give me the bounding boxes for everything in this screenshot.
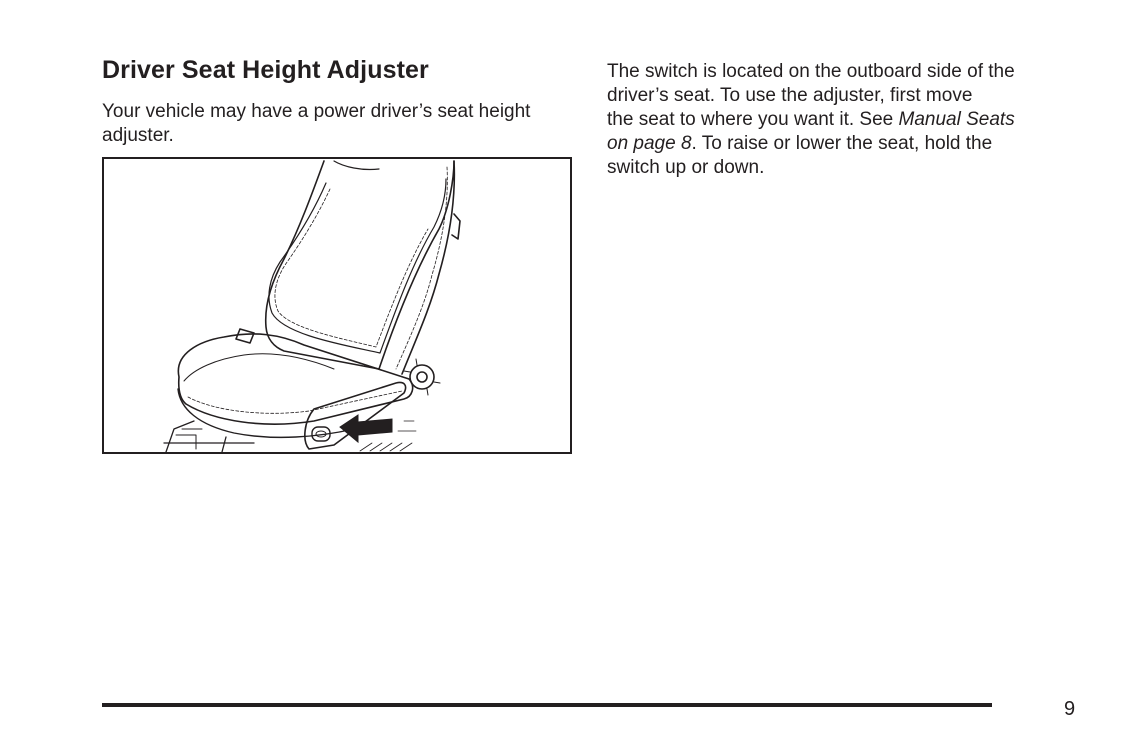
body-line: switch up or down.	[607, 157, 765, 178]
intro-paragraph: Your vehicle may have a power driver’s seat height adjuster.	[102, 101, 531, 146]
seat-bolster	[402, 161, 454, 374]
body-line: The switch is located on the outboard side of the	[607, 61, 1015, 82]
page-number: 9	[1064, 698, 1076, 720]
direction-arrow-icon	[340, 415, 392, 442]
body-line	[607, 132, 1077, 156]
body-text-segment: the seat to where you want it. See	[607, 109, 899, 130]
body-text	[607, 60, 1077, 180]
seat-cushion	[178, 334, 412, 424]
footer-rule	[102, 703, 992, 707]
body-line	[607, 108, 1077, 132]
body-line: driver’s seat. To use the adjuster, first move	[607, 85, 973, 106]
seat-drawing	[104, 159, 570, 452]
recliner-knob	[410, 365, 434, 389]
manual-seats-reference: Manual Seats	[898, 109, 1015, 130]
body-text-segment: . To raise or lower the seat, hold the	[691, 133, 993, 154]
seat-base	[164, 421, 254, 452]
seat-illustration	[102, 157, 572, 454]
seat-back	[266, 161, 454, 369]
page-reference: on page 8	[607, 133, 692, 154]
section-title: Driver Seat Height Adjuster	[102, 56, 429, 84]
